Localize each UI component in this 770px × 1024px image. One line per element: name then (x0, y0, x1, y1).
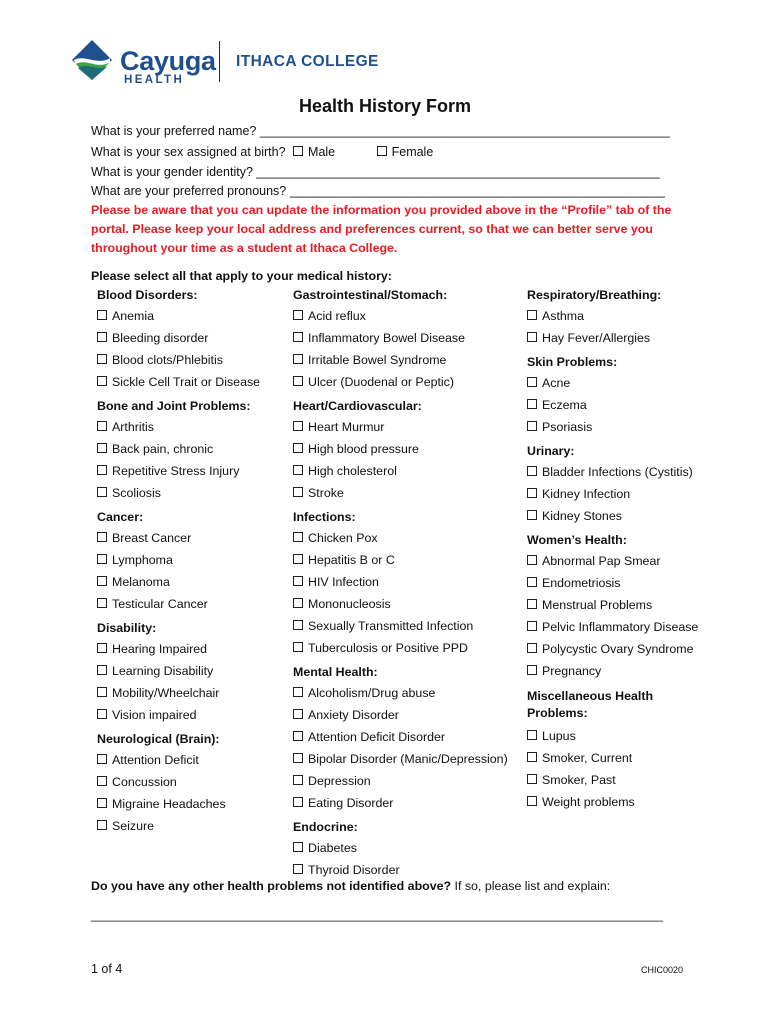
section-heading: Mental Health: (293, 665, 378, 679)
checklist-item-label: Pregnancy (542, 664, 602, 678)
checklist-item-label: Weight problems (542, 795, 635, 809)
form-code: CHIC0020 (641, 965, 684, 975)
checkbox[interactable] (527, 332, 537, 342)
checklist-item-label: Arthritis (112, 420, 154, 434)
checkbox[interactable] (293, 731, 303, 741)
section-heading: Neurological (Brain): (97, 732, 220, 746)
medical-history-instruction: Please select all that apply to your medical history: (91, 269, 392, 283)
checklist-item[interactable] (293, 309, 366, 323)
checkbox[interactable] (527, 643, 537, 653)
checkbox[interactable] (293, 421, 303, 431)
checklist-item[interactable] (293, 353, 446, 367)
checklist-item[interactable] (293, 597, 391, 611)
checklist-item-label: Endometriosis (542, 576, 621, 590)
checklist-item-label: Asthma (542, 309, 585, 323)
checkbox[interactable] (97, 443, 107, 453)
section-heading: Infections: (293, 510, 356, 524)
sex-question (91, 145, 433, 159)
checklist-item-label: Hearing Impaired (112, 642, 208, 656)
checklist-item[interactable] (527, 729, 576, 743)
checklist-item[interactable] (293, 331, 465, 345)
checkbox[interactable] (97, 598, 107, 608)
profile-notice: Please be aware that you can update the information you provided above in the “Profile” tab of the portal. Please keep your local address and preferences current, so that we can better serve you throughout your time as a student at Ithaca College. (91, 203, 672, 255)
checklist-item-label: Learning Disability (112, 664, 214, 678)
checklist-item[interactable] (293, 686, 435, 700)
checklist-item[interactable] (527, 309, 584, 323)
checkbox[interactable] (527, 752, 537, 762)
checklist-item-label: Eating Disorder (308, 796, 394, 810)
checklist-item[interactable] (293, 774, 371, 788)
checkbox[interactable] (293, 709, 303, 719)
checkbox[interactable] (527, 599, 537, 609)
checkbox[interactable] (293, 797, 303, 807)
checklist-item[interactable] (527, 509, 622, 523)
checkbox[interactable] (293, 487, 303, 497)
checklist-item-label: Concussion (112, 775, 177, 789)
section-heading: Respiratory/Breathing: (527, 288, 662, 302)
checklist-item-label: Bleeding disorder (112, 331, 209, 345)
checklist-item-label: Stroke (308, 486, 344, 500)
checkbox[interactable] (97, 709, 107, 719)
checklist-item-label: Breast Cancer (112, 531, 192, 545)
checkbox[interactable] (293, 354, 303, 364)
checkbox[interactable] (97, 687, 107, 697)
checkbox[interactable] (293, 842, 303, 852)
checkbox[interactable] (97, 665, 107, 675)
checklist-item[interactable] (97, 309, 154, 323)
section-heading: Disability: (97, 621, 157, 635)
checklist-item-label: Thyroid Disorder (308, 863, 400, 877)
checklist-item-label: Attention Deficit (112, 753, 199, 767)
checklist-item-label: High blood pressure (308, 442, 419, 456)
brand-name: Cayuga (120, 46, 216, 76)
checklist-item-label: Irritable Bowel Syndrome (308, 353, 447, 367)
checklist-item-label: Lupus (542, 729, 576, 743)
checkbox[interactable] (293, 465, 303, 475)
checklist-item[interactable] (527, 331, 650, 345)
checklist-item-label: Inflammatory Bowel Disease (308, 331, 466, 345)
checklist-item-label: Heart Murmur (308, 420, 385, 434)
cayuga-logo-icon (70, 38, 114, 82)
section-heading: Endocrine: (293, 820, 358, 834)
checkbox[interactable] (293, 554, 303, 564)
checkbox[interactable] (293, 620, 303, 630)
checklist-item-label: Repetitive Stress Injury (112, 464, 240, 478)
checkbox[interactable] (527, 577, 537, 587)
checklist-item[interactable] (97, 464, 239, 478)
pronouns-question[interactable]: What are your preferred pronouns? ______________________________________________________ (91, 184, 666, 198)
checkbox[interactable] (527, 621, 537, 631)
checklist-item-label: Eczema (542, 398, 587, 412)
female-checkbox[interactable] (377, 146, 387, 156)
checkbox[interactable] (527, 310, 537, 320)
section-heading: Blood Disorders: (97, 288, 198, 302)
checklist-item[interactable] (527, 773, 616, 787)
section-heading: Heart/Cardiovascular: (293, 399, 422, 413)
section-heading: Women’s Health: (527, 533, 627, 547)
checkbox[interactable] (293, 576, 303, 586)
checkbox[interactable] (97, 643, 107, 653)
checklist-item-label: Melanoma (112, 575, 170, 589)
checkbox[interactable] (527, 466, 537, 476)
checklist-item[interactable] (293, 796, 393, 810)
checklist-item-label: Sexually Transmitted Infection (308, 619, 474, 633)
section-heading: Urinary: (527, 444, 575, 458)
sex-question-label: What is your sex assigned at birth? (91, 145, 286, 159)
checkbox[interactable] (527, 488, 537, 498)
checklist-item[interactable] (527, 664, 601, 678)
checklist-item[interactable] (293, 375, 454, 389)
checklist-item-label: Acid reflux (308, 309, 366, 323)
checklist-item[interactable] (527, 642, 693, 656)
checkbox[interactable] (293, 687, 303, 697)
preferred-name-question[interactable]: What is your preferred name? ___________________________________________________________ (91, 124, 670, 138)
checklist-item-label: Scoliosis (112, 486, 161, 500)
other-problems-bold: Do you have any other health problems not identified above? (91, 879, 452, 893)
checklist-item[interactable] (293, 531, 378, 545)
checklist-item-label: Menstrual Problems (542, 598, 653, 612)
logo-divider (219, 41, 220, 82)
checkbox[interactable] (97, 754, 107, 764)
checklist-item[interactable] (527, 487, 630, 501)
checklist-item[interactable] (527, 620, 698, 634)
checkbox[interactable] (293, 310, 303, 320)
page-number: 1 of 4 (91, 962, 123, 976)
checklist-item-label: Testicular Cancer (112, 597, 208, 611)
checkbox[interactable] (97, 798, 107, 808)
checkbox[interactable] (97, 310, 107, 320)
checkbox[interactable] (97, 532, 107, 542)
checkbox[interactable] (527, 510, 537, 520)
checkbox[interactable] (97, 332, 107, 342)
checklist-item-label: Psoriasis (542, 420, 593, 434)
checkbox[interactable] (97, 554, 107, 564)
checklist-item-label: Bladder Infections (Cystitis) (542, 465, 693, 479)
checkbox[interactable] (293, 775, 303, 785)
checklist-item[interactable] (527, 420, 592, 434)
checklist-item[interactable] (97, 664, 213, 678)
checklist-item[interactable] (97, 753, 199, 767)
checklist-item[interactable] (293, 730, 445, 744)
other-problems-question (91, 879, 610, 893)
section-heading: Miscellaneous Health Problems: (527, 689, 654, 720)
checklist-item[interactable] (293, 420, 384, 434)
checkbox[interactable] (527, 774, 537, 784)
checkbox[interactable] (97, 487, 107, 497)
checkbox[interactable] (97, 354, 107, 364)
checkbox[interactable] (527, 796, 537, 806)
checklist-item[interactable] (527, 576, 621, 590)
checklist-item[interactable] (97, 531, 191, 545)
checkbox[interactable] (97, 776, 107, 786)
checklist-item[interactable] (97, 486, 161, 500)
section-heading: Cancer: (97, 510, 144, 524)
checklist-item[interactable] (293, 553, 395, 567)
other-problems-answer-line[interactable]: ___________________________________________________________________________________ (91, 908, 663, 922)
checklist-item-label: Vision impaired (112, 708, 197, 722)
checkbox[interactable] (293, 598, 303, 608)
checklist-item[interactable] (97, 331, 208, 345)
checklist-item[interactable] (97, 775, 177, 789)
checklist-item[interactable] (527, 398, 587, 412)
checklist-item-label: Abnormal Pap Smear (542, 554, 661, 568)
checklist-item[interactable] (97, 553, 173, 567)
checklist-item-label: Chicken Pox (308, 531, 378, 545)
checklist-item-label: Mononucleosis (308, 597, 391, 611)
checklist-item-label: Seizure (112, 819, 155, 833)
checklist-item-label: Hepatitis B or C (308, 553, 395, 567)
checkbox[interactable] (293, 376, 303, 386)
checkbox[interactable] (97, 820, 107, 830)
checklist-item[interactable] (293, 619, 473, 633)
checklist-item-label: Tuberculosis or Positive PPD (308, 641, 468, 655)
checklist-item-label: HIV Infection (308, 575, 379, 589)
checklist-item[interactable] (97, 353, 223, 367)
male-checkbox[interactable] (293, 146, 303, 156)
checklist-item-label: Anxiety Disorder (308, 708, 399, 722)
checklist-item[interactable] (293, 841, 357, 855)
checklist-item[interactable] (293, 464, 397, 478)
checklist-item[interactable] (293, 708, 399, 722)
checklist-item-label: High cholesterol (308, 464, 397, 478)
section-heading: Gastrointestinal/Stomach: (293, 288, 448, 302)
checklist-item[interactable] (97, 375, 260, 389)
other-problems-rest: If so, please list and explain: (451, 879, 611, 893)
checklist-item[interactable] (527, 376, 570, 390)
checklist-item[interactable] (293, 863, 400, 877)
checklist-item-label: Anemia (112, 309, 155, 323)
checkbox[interactable] (527, 665, 537, 675)
checklist-item[interactable] (293, 752, 508, 766)
checklist-item[interactable] (97, 420, 154, 434)
page-title: Health History Form (298, 96, 472, 116)
checklist-item-label: Mobility/Wheelchair (112, 686, 220, 700)
checklist-item[interactable] (97, 708, 196, 722)
checklist-item-label: Diabetes (308, 841, 357, 855)
checklist-item-label: Smoker, Past (542, 773, 616, 787)
section-heading: Bone and Joint Problems: (97, 399, 251, 413)
checkbox[interactable] (293, 642, 303, 652)
checklist-item[interactable] (97, 797, 226, 811)
checklist-item-label: Smoker, Current (542, 751, 633, 765)
checklist-item-label: Ulcer (Duodenal or Peptic) (308, 375, 454, 389)
checklist-item-label: Bipolar Disorder (Manic/Depression) (308, 752, 508, 766)
checklist-item-label: Sickle Cell Trait or Disease (112, 375, 261, 389)
checklist-item[interactable] (97, 819, 154, 833)
checklist-item[interactable] (97, 575, 170, 589)
checkbox[interactable] (527, 555, 537, 565)
checklist-item-label: Pelvic Inflammatory Disease (542, 620, 699, 634)
checkbox[interactable] (97, 576, 107, 586)
checklist-item[interactable] (527, 795, 635, 809)
checklist-item-label: Migraine Headaches (112, 797, 226, 811)
checklist-item-label: Lymphoma (112, 553, 173, 567)
checkbox[interactable] (293, 753, 303, 763)
checklist-item[interactable] (293, 575, 379, 589)
checklist-item[interactable] (293, 486, 344, 500)
checkbox[interactable] (293, 332, 303, 342)
partner-name: ITHACA COLLEGE (236, 53, 379, 70)
checklist-item-label: Depression (308, 774, 371, 788)
checklist-item-label: Alcoholism/Drug abuse (308, 686, 436, 700)
checklist-item[interactable] (527, 598, 652, 612)
checklist-item-label: Back pain, chronic (112, 442, 214, 456)
checkbox[interactable] (527, 377, 537, 387)
brand-subtitle: HEALTH (124, 74, 185, 86)
checkbox[interactable] (293, 864, 303, 874)
female-label: Female (391, 145, 434, 159)
checklist-item[interactable] (293, 641, 468, 655)
gender-identity-question[interactable]: What is your gender identity? __________________________________________________________ (91, 165, 660, 179)
checklist-item-label: Attention Deficit Disorder (308, 730, 446, 744)
checklist-item[interactable] (97, 642, 207, 656)
checklist-item-label: Blood clots/Phlebitis (112, 353, 223, 367)
checkbox[interactable] (527, 399, 537, 409)
checklist-item[interactable] (527, 751, 632, 765)
checklist-item[interactable] (293, 442, 419, 456)
checkbox[interactable] (97, 421, 107, 431)
checklist-item[interactable] (527, 554, 660, 568)
checklist-item[interactable] (97, 597, 208, 611)
checklist-item-label: Kidney Infection (542, 487, 631, 501)
checklist-item[interactable] (97, 442, 213, 456)
checklist-item-label: Hay Fever/Allergies (542, 331, 651, 345)
checklist-item-label: Polycystic Ovary Syndrome (542, 642, 694, 656)
checkbox[interactable] (527, 730, 537, 740)
section-heading: Skin Problems: (527, 355, 618, 369)
checklist-item-label: Acne (542, 376, 571, 390)
checkbox[interactable] (293, 532, 303, 542)
checklist-item[interactable] (527, 465, 693, 479)
male-label: Male (308, 145, 336, 159)
checkbox[interactable] (527, 421, 537, 431)
checkbox[interactable] (97, 376, 107, 386)
checklist-item[interactable] (97, 686, 219, 700)
checkbox[interactable] (293, 443, 303, 453)
checkbox[interactable] (97, 465, 107, 475)
checklist-item-label: Kidney Stones (542, 509, 622, 523)
